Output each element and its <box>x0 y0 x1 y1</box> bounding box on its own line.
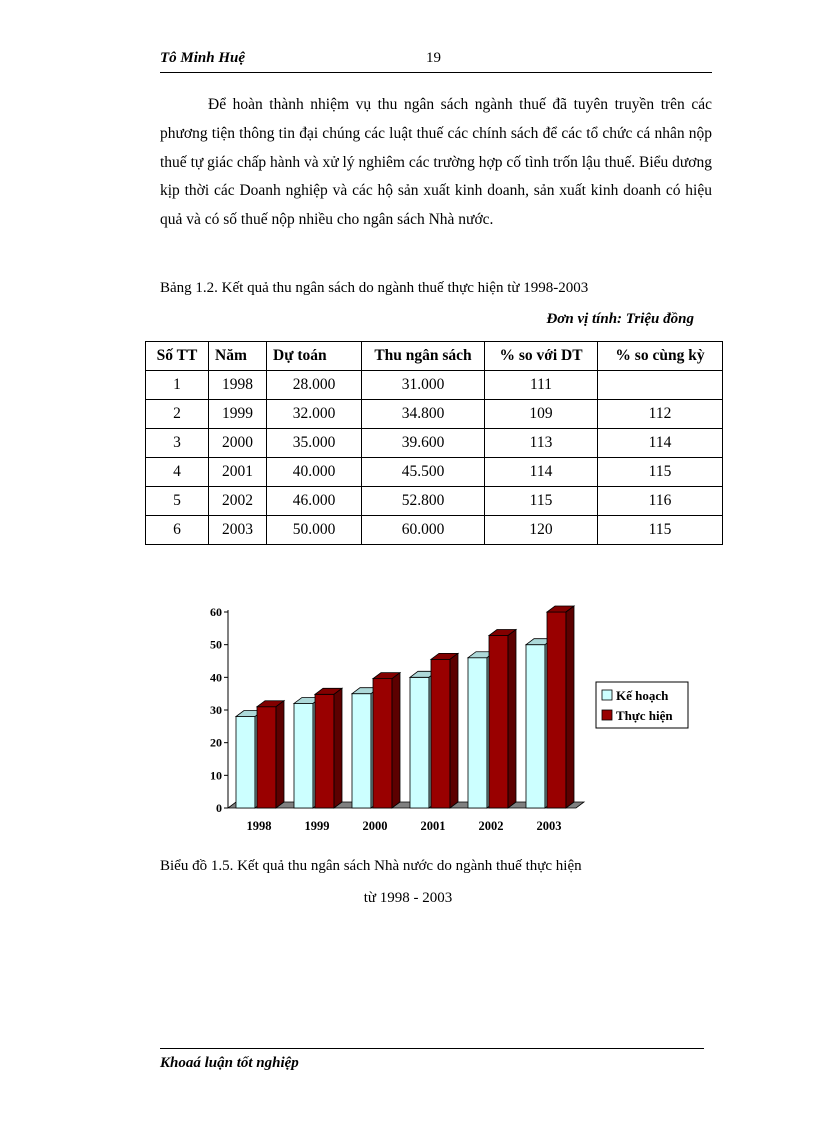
bar-front <box>468 658 487 808</box>
bar-front <box>236 717 255 808</box>
cell-estimate: 46.000 <box>267 487 362 516</box>
col-header-pct-previous: % so cùng kỳ <box>598 342 723 371</box>
y-tick-label: 40 <box>210 670 222 685</box>
cell-revenue: 60.000 <box>362 516 485 545</box>
cell-revenue: 39.600 <box>362 429 485 458</box>
chart-svg <box>180 596 700 846</box>
cell-estimate: 32.000 <box>267 400 362 429</box>
footer-title: Khoaá luận tốt nghiệp <box>160 1055 299 1071</box>
cell-revenue: 45.500 <box>362 458 485 487</box>
bar-front <box>294 703 313 808</box>
cell-stt: 4 <box>146 458 209 487</box>
cell-stt: 1 <box>146 371 209 400</box>
body-paragraph: Để hoàn thành nhiệm vụ thu ngân sách ngành thuế đã tuyên truyền trên các phương tiện thông tin đại chúng các luật thuế các chính sách để các tổ chức cá nhân nộp thuế tự giác chấp hành và xử lý nghiêm các trường hợp cố tình trốn lậu thuế. Biểu dương kịp thời các Doanh nghiệp và các hộ sản xuất kinh doanh, sản xuất kinh doanh có hiệu quả và có số thuế nộp nhiều cho ngân sách Nhà nước. <box>160 96 712 229</box>
legend-swatch <box>602 690 612 700</box>
legend-swatch <box>602 710 612 720</box>
col-header-revenue: Thu ngân sách <box>362 342 485 371</box>
cell-revenue: 34.800 <box>362 400 485 429</box>
cell-year: 1999 <box>209 400 267 429</box>
bar-front <box>526 645 545 808</box>
cell-year: 2002 <box>209 487 267 516</box>
bar-front <box>352 694 371 808</box>
table-caption: Bảng 1.2. Kết quả thu ngân sách do ngành thuế thực hiện từ 1998-2003 <box>160 280 589 296</box>
bar-side <box>566 606 574 808</box>
cell-pct-estimate: 120 <box>485 516 598 545</box>
cell-pct-previous: 112 <box>598 400 723 429</box>
cell-pct-estimate: 115 <box>485 487 598 516</box>
cell-year: 1998 <box>209 371 267 400</box>
cell-pct-previous: 115 <box>598 458 723 487</box>
bar-side <box>508 630 516 808</box>
footer-rule <box>160 1048 704 1049</box>
bar-side <box>334 688 342 808</box>
cell-stt: 2 <box>146 400 209 429</box>
cell-pct-previous: 114 <box>598 429 723 458</box>
header-author: Tô Minh Huệ <box>160 50 246 66</box>
col-header-pct-estimate: % so với DT <box>485 342 598 371</box>
cell-revenue: 52.800 <box>362 487 485 516</box>
y-tick-label: 10 <box>210 768 222 783</box>
table-row <box>146 429 723 458</box>
bar-side <box>276 701 284 808</box>
bar-front <box>373 679 392 808</box>
x-tick-label: 2000 <box>362 819 388 833</box>
budget-table <box>145 341 723 545</box>
table-row <box>146 516 723 545</box>
bar-front <box>315 694 334 808</box>
bar-front <box>431 659 450 808</box>
bar-front <box>489 636 508 808</box>
cell-pct-previous: 116 <box>598 487 723 516</box>
table-row <box>146 400 723 429</box>
cell-pct-estimate: 113 <box>485 429 598 458</box>
x-tick-label: 2002 <box>478 819 504 833</box>
cell-stt: 6 <box>146 516 209 545</box>
cell-pct-previous: 115 <box>598 516 723 545</box>
col-header-year: Năm <box>209 342 267 371</box>
cell-estimate: 50.000 <box>267 516 362 545</box>
cell-year: 2003 <box>209 516 267 545</box>
col-header-estimate: Dự toán <box>267 342 362 371</box>
chart-caption-line2: từ 1998 - 2003 <box>363 890 453 906</box>
cell-estimate: 35.000 <box>267 429 362 458</box>
y-tick-label: 60 <box>210 605 222 619</box>
bar-front <box>410 677 429 808</box>
cell-estimate: 28.000 <box>267 371 362 400</box>
bar-side <box>392 673 400 808</box>
cell-pct-estimate: 111 <box>485 371 598 400</box>
chart-caption: Biểu đồ 1.5. Kết quả thu ngân sách Nhà nước do ngành thuế thực hiện <box>160 858 582 874</box>
cell-year: 2001 <box>209 458 267 487</box>
legend-label: Thực hiện <box>616 708 673 723</box>
cell-pct-estimate: 109 <box>485 400 598 429</box>
table-row <box>146 487 723 516</box>
x-tick-label: 2003 <box>536 819 562 833</box>
y-tick-label: 0 <box>216 801 222 815</box>
table-header-row <box>146 342 723 371</box>
revenue-chart <box>180 596 700 846</box>
bar-front <box>547 612 566 808</box>
table-unit: Đơn vị tính: Triệu đồng <box>546 311 694 327</box>
cell-pct-previous <box>598 371 723 400</box>
y-tick-label: 50 <box>210 637 222 652</box>
cell-stt: 5 <box>146 487 209 516</box>
cell-revenue: 31.000 <box>362 371 485 400</box>
cell-pct-estimate: 114 <box>485 458 598 487</box>
page-number: 19 <box>426 50 441 66</box>
col-header-stt: Số TT <box>146 342 209 371</box>
cell-stt: 3 <box>146 429 209 458</box>
table-row <box>146 371 723 400</box>
page-header <box>160 50 712 73</box>
bar-side <box>450 653 458 808</box>
x-tick-label: 1999 <box>304 819 330 833</box>
y-tick-label: 30 <box>210 703 222 717</box>
y-tick-label: 20 <box>210 735 222 750</box>
cell-estimate: 40.000 <box>267 458 362 487</box>
cell-year: 2000 <box>209 429 267 458</box>
x-tick-label: 1998 <box>246 819 272 833</box>
table-row <box>146 458 723 487</box>
bar-front <box>257 707 276 808</box>
x-tick-label: 2001 <box>420 819 446 833</box>
legend-label: Kế hoạch <box>616 688 669 703</box>
